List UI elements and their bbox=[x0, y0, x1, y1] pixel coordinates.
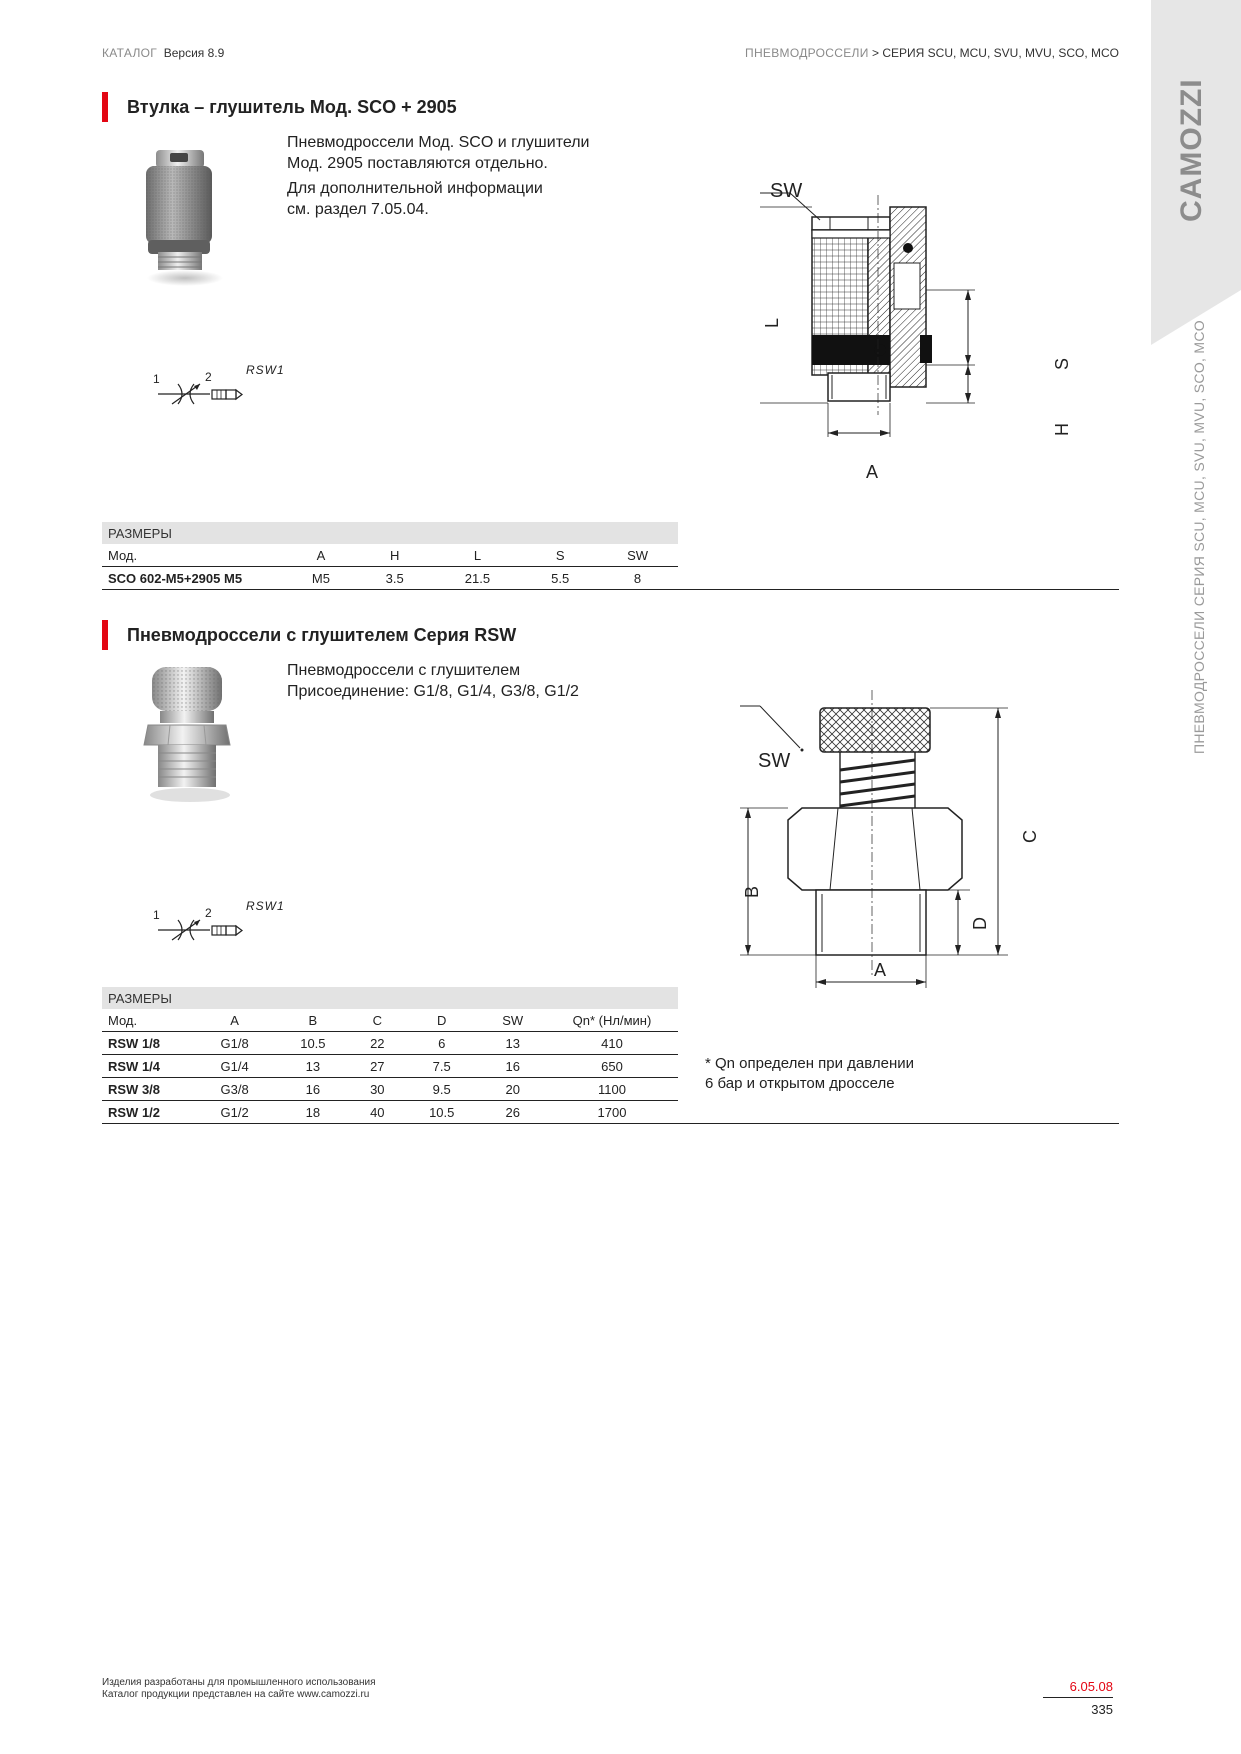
section2-description bbox=[287, 660, 579, 702]
drawing-label-c: C bbox=[1020, 830, 1040, 843]
table-cell: RSW 3/8 bbox=[102, 1078, 194, 1101]
table-row bbox=[102, 1032, 678, 1055]
table-cell: 7.5 bbox=[404, 1055, 479, 1078]
page-number: 335 bbox=[1091, 1702, 1113, 1717]
table-cell: 26 bbox=[479, 1101, 546, 1124]
footer-disclaimer bbox=[102, 1677, 376, 1701]
brand-logo: CAMOZZI bbox=[1175, 78, 1208, 222]
symbol-port-2: 2 bbox=[205, 906, 212, 920]
drawing-label-a: A bbox=[874, 960, 887, 980]
drawing-label-a: A bbox=[866, 462, 879, 482]
technical-drawing-rsw bbox=[740, 690, 1060, 990]
column-header: H bbox=[358, 544, 432, 567]
table-cell: 20 bbox=[479, 1078, 546, 1101]
table-row bbox=[102, 1055, 678, 1078]
table-cell: RSW 1/8 bbox=[102, 1032, 194, 1055]
footnote-line: * Qn определен при давлении bbox=[705, 1055, 915, 1072]
side-caption: ПНЕВМОДРОССЕЛИ СЕРИЯ SCU, MCU, SVU, MVU, SCO, MCO bbox=[1191, 320, 1207, 754]
drawing-label-b: B bbox=[742, 885, 762, 898]
column-header: L bbox=[432, 544, 524, 567]
table-cell: 1100 bbox=[546, 1078, 678, 1101]
table-cell: 6 bbox=[404, 1032, 479, 1055]
column-header: D bbox=[404, 1009, 479, 1032]
section-accent-bar bbox=[102, 620, 108, 650]
section-title: Пневмодроссели с глушителем Серия RSW bbox=[127, 625, 517, 645]
table-cell: 13 bbox=[275, 1055, 350, 1078]
drawing-label-s: S bbox=[1052, 357, 1072, 370]
drawing-label-sw: SW bbox=[770, 180, 803, 202]
table-cell: SCO 602-M5+2905 M5 bbox=[102, 567, 284, 590]
desc-line: см. раздел 7.05.04. bbox=[287, 201, 429, 218]
column-header: S bbox=[523, 544, 597, 567]
symbol-port-1: 1 bbox=[153, 908, 160, 922]
section-title: Втулка – глушитель Мод. SCO + 2905 bbox=[127, 97, 457, 117]
symbol-label: RSW1 bbox=[246, 899, 285, 913]
table-cell: 16 bbox=[479, 1055, 546, 1078]
table-cell: 13 bbox=[479, 1032, 546, 1055]
drawing-label-l: L bbox=[762, 317, 782, 328]
page-reference: 6.05.08 bbox=[1069, 1679, 1113, 1694]
table-cell: 40 bbox=[351, 1101, 404, 1124]
table-row bbox=[102, 567, 678, 590]
table-caption: РАЗМЕРЫ bbox=[102, 987, 678, 1009]
table-cell: 22 bbox=[351, 1032, 404, 1055]
symbol-label: RSW1 bbox=[246, 363, 285, 377]
dimensions-table-rsw bbox=[102, 987, 678, 1124]
desc-line: Пневмодроссели Мод. SCO и глушители bbox=[287, 134, 590, 151]
table-cell: G1/4 bbox=[194, 1055, 275, 1078]
breadcrumb-series: СЕРИЯ SCU, MCU, SVU, MVU, SCO, MCO bbox=[882, 46, 1119, 60]
column-header: SW bbox=[479, 1009, 546, 1032]
table-row bbox=[102, 1101, 678, 1124]
page-ref-underline bbox=[1043, 1697, 1113, 1698]
drawing-label-h: H bbox=[1052, 423, 1072, 436]
footnote-line: 6 бар и открытом дросселе bbox=[705, 1075, 895, 1092]
footer-line: Каталог продукции представлен на сайте www.camozzi.ru bbox=[102, 1689, 370, 1700]
desc-line: Пневмодроссели с глушителем bbox=[287, 662, 521, 679]
table-cell: 3.5 bbox=[358, 567, 432, 590]
header-catalog bbox=[102, 46, 224, 60]
section-divider bbox=[102, 589, 1119, 590]
column-header: C bbox=[351, 1009, 404, 1032]
table-header-row bbox=[102, 544, 678, 567]
table-cell: M5 bbox=[284, 567, 358, 590]
table-cell: RSW 1/4 bbox=[102, 1055, 194, 1078]
table-cell: 18 bbox=[275, 1101, 350, 1124]
table-cell: 10.5 bbox=[404, 1101, 479, 1124]
desc-line: Мод. 2905 поставляются отдельно. bbox=[287, 155, 548, 172]
table-cell: 9.5 bbox=[404, 1078, 479, 1101]
symbol-port-2: 2 bbox=[205, 370, 212, 384]
footer-line: Изделия разработаны для промышленного использования bbox=[102, 1677, 376, 1688]
column-header: Мод. bbox=[102, 544, 284, 567]
desc-line: Присоединение: G1/8, G1/4, G3/8, G1/2 bbox=[287, 683, 579, 700]
table-caption-row bbox=[102, 987, 678, 1009]
technical-drawing-sco bbox=[760, 175, 1090, 485]
section-divider bbox=[102, 1123, 1119, 1124]
table-cell: G3/8 bbox=[194, 1078, 275, 1101]
table-row bbox=[102, 1078, 678, 1101]
column-header: B bbox=[275, 1009, 350, 1032]
breadcrumb bbox=[745, 46, 1119, 60]
table-cell: 10.5 bbox=[275, 1032, 350, 1055]
table-caption: РАЗМЕРЫ bbox=[102, 522, 678, 544]
column-header: Мод. bbox=[102, 1009, 194, 1032]
column-header: SW bbox=[597, 544, 678, 567]
symbol-port-1: 1 bbox=[153, 372, 160, 386]
catalog-label: КАТАЛОГ bbox=[102, 46, 158, 60]
table-cell: RSW 1/2 bbox=[102, 1101, 194, 1124]
section-accent-bar bbox=[102, 92, 108, 122]
desc-line: Для дополнительной информации bbox=[287, 180, 543, 197]
table-cell: 21.5 bbox=[432, 567, 524, 590]
drawing-label-sw: SW bbox=[758, 750, 791, 772]
section1-description bbox=[287, 132, 589, 220]
product-photo-sco bbox=[140, 150, 230, 290]
table-caption-row bbox=[102, 522, 678, 544]
catalog-version: Версия 8.9 bbox=[163, 46, 225, 60]
table-cell: G1/2 bbox=[194, 1101, 275, 1124]
column-header: A bbox=[194, 1009, 275, 1032]
product-photo-rsw bbox=[140, 665, 240, 805]
flow-footnote bbox=[705, 1054, 914, 1094]
table-cell: 1700 bbox=[546, 1101, 678, 1124]
table-cell: 8 bbox=[597, 567, 678, 590]
table-cell: 410 bbox=[546, 1032, 678, 1055]
column-header: A bbox=[284, 544, 358, 567]
table-cell: 650 bbox=[546, 1055, 678, 1078]
drawing-label-d: D bbox=[970, 917, 990, 930]
table-header-row bbox=[102, 1009, 678, 1032]
breadcrumb-section: ПНЕВМОДРОССЕЛИ bbox=[745, 46, 869, 60]
column-header: Qn* (Нл/мин) bbox=[546, 1009, 678, 1032]
table-cell: 27 bbox=[351, 1055, 404, 1078]
table-cell: 30 bbox=[351, 1078, 404, 1101]
breadcrumb-separator: > bbox=[871, 46, 879, 60]
table-cell: 5.5 bbox=[523, 567, 597, 590]
table-cell: G1/8 bbox=[194, 1032, 275, 1055]
dimensions-table-sco bbox=[102, 522, 678, 590]
table-cell: 16 bbox=[275, 1078, 350, 1101]
